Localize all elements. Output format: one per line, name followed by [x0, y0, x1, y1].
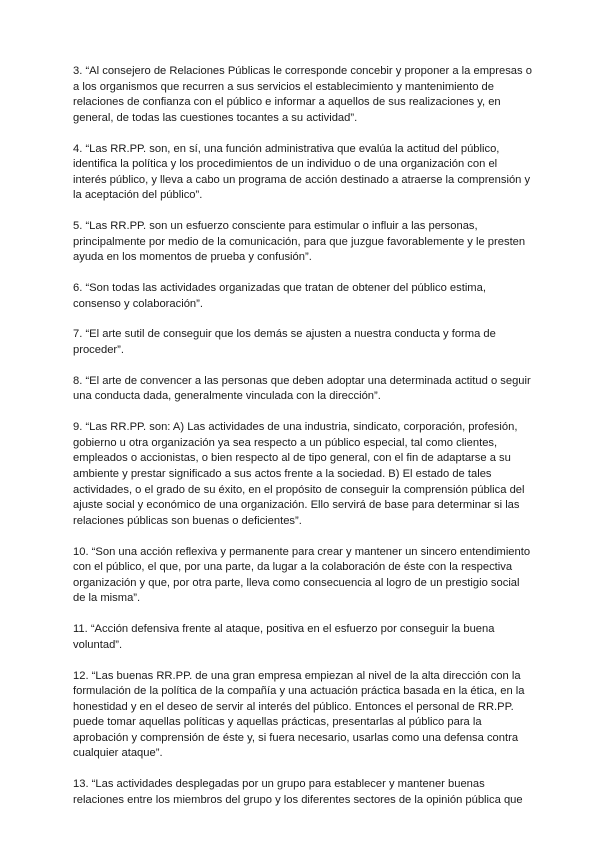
text-line: organización y que, por otra parte, lleva como consecuencia al logro de un prestigio social — [73, 576, 520, 589]
text-line: proceder”. — [73, 344, 124, 357]
text-line: ayuda en los momentos de prueba y confusión”. — [73, 251, 312, 264]
text-line: interés público, y lleva a cabo un programa de acción destinado a atraerse la comprensión y — [73, 173, 531, 186]
definition-paragraph — [73, 622, 533, 653]
text-line: 12. “Las buenas RR.PP. de una gran empresa empiezan al nivel de la alta dirección con la — [73, 669, 521, 682]
text-line: 8. “El arte de convencer a las personas que deben adoptar una determinada actitud o seguir — [73, 374, 531, 387]
text-line: 7. “El arte sutil de conseguir que los demás se ajusten a nuestra conducta y forma de — [73, 328, 496, 341]
text-line: principalmente por medio de la comunicación, para que juzgue favorablemente y le presten — [73, 235, 526, 248]
text-line: ajuste social y económico de una organización. Ello servirá de base para determinar si las — [73, 499, 520, 512]
text-line: 4. “Las RR.PP. son, en sí, una función administrativa que evalúa la actitud del público, — [73, 142, 500, 155]
text-line: actividades, o el grado de su éxito, en el propósito de conseguir la comprensión pública del — [73, 483, 525, 496]
definition-paragraph — [73, 327, 533, 358]
text-line: relaciones entre los miembros del grupo y los diferentes sectores de la opinión pública que — [73, 793, 523, 806]
text-line: la aceptación del público”. — [73, 189, 203, 202]
text-line: formulación de la política de la compañía y una actuación práctica basada en la ética, en la — [73, 685, 525, 698]
text-line: 6. “Son todas las actividades organizadas que tratan de obtener del público estima, — [73, 282, 486, 295]
text-line: gobierno u otra organización ya sea respecto a un público especial, tal como clientes, — [73, 436, 498, 449]
text-line: relaciones públicas son buenas o deficientes”. — [73, 514, 302, 527]
text-line: 3. “Al consejero de Relaciones Públicas le corresponde concebir y proponer a la empresas o — [73, 65, 532, 77]
text-line: con el público, el que, por una parte, da lugar a la colaboración de éste con la respectiva — [73, 561, 513, 574]
text-line: voluntad”. — [73, 638, 123, 651]
text-line: puede tomar aquellas políticas y aquellas prácticas, presentarlas al público para la — [73, 716, 482, 729]
text-line: ambiente y prestar significado a sus actos frente a la sociedad. B) El estado de tales — [73, 468, 492, 480]
text-line: de la misma”. — [73, 592, 141, 605]
text-line: a los organismos que recurren a sus servicios el establecimiento y mantenimiento de — [73, 80, 494, 93]
text-line: 9. “Las RR.PP. son: A) Las actividades de una industria, sindicato, corporación, profesión, — [73, 421, 518, 434]
text-line: general, de todas las cuestiones tocantes a su actividad”. — [73, 111, 358, 124]
document-body — [73, 64, 533, 824]
text-line: 11. “Acción defensiva frente al ataque, positiva en el esfuerzo por conseguir la buena — [73, 623, 495, 636]
definition-paragraph — [73, 281, 533, 312]
definition-paragraph — [73, 64, 533, 126]
text-line: consenso y colaboración”. — [73, 297, 203, 310]
definition-paragraph — [73, 545, 533, 607]
text-line: 10. “Son una acción reflexiva y permanente para crear y mantener un sincero entendimiento — [73, 545, 531, 558]
definition-paragraph — [73, 374, 533, 405]
text-line: aprobación y comprensión de éste y, si fuera necesario, usarlas como una defensa contra — [73, 731, 519, 744]
definition-paragraph — [73, 669, 533, 763]
text-line: identifica la política y los procedimientos de un individuo o de una organización con el — [73, 158, 498, 171]
definition-paragraph — [73, 219, 533, 266]
definition-paragraph — [73, 777, 533, 808]
text-line: 13. “Las actividades desplegadas por un grupo para establecer y mantener buenas — [73, 778, 485, 791]
text-line: relaciones de confianza con el público e informar a aquellos de sus realizaciones y, en — [73, 96, 501, 109]
text-line: cualquier ataque”. — [73, 747, 163, 760]
text-line: empleados o accionistas, o bien respecto al de tipo general, con el fin de adaptarse a su — [73, 452, 511, 465]
definition-paragraph — [73, 420, 533, 529]
text-line: una conducta dada, generalmente vinculada con la dirección”. — [73, 390, 381, 403]
definition-paragraph — [73, 142, 533, 204]
text-line: honestidad y en el deseo de servir al interés del público. Entonces el personal de RR.PP. — [73, 700, 514, 713]
text-line: 5. “Las RR.PP. son un esfuerzo consciente para estimular o influir a las personas, — [73, 220, 478, 233]
